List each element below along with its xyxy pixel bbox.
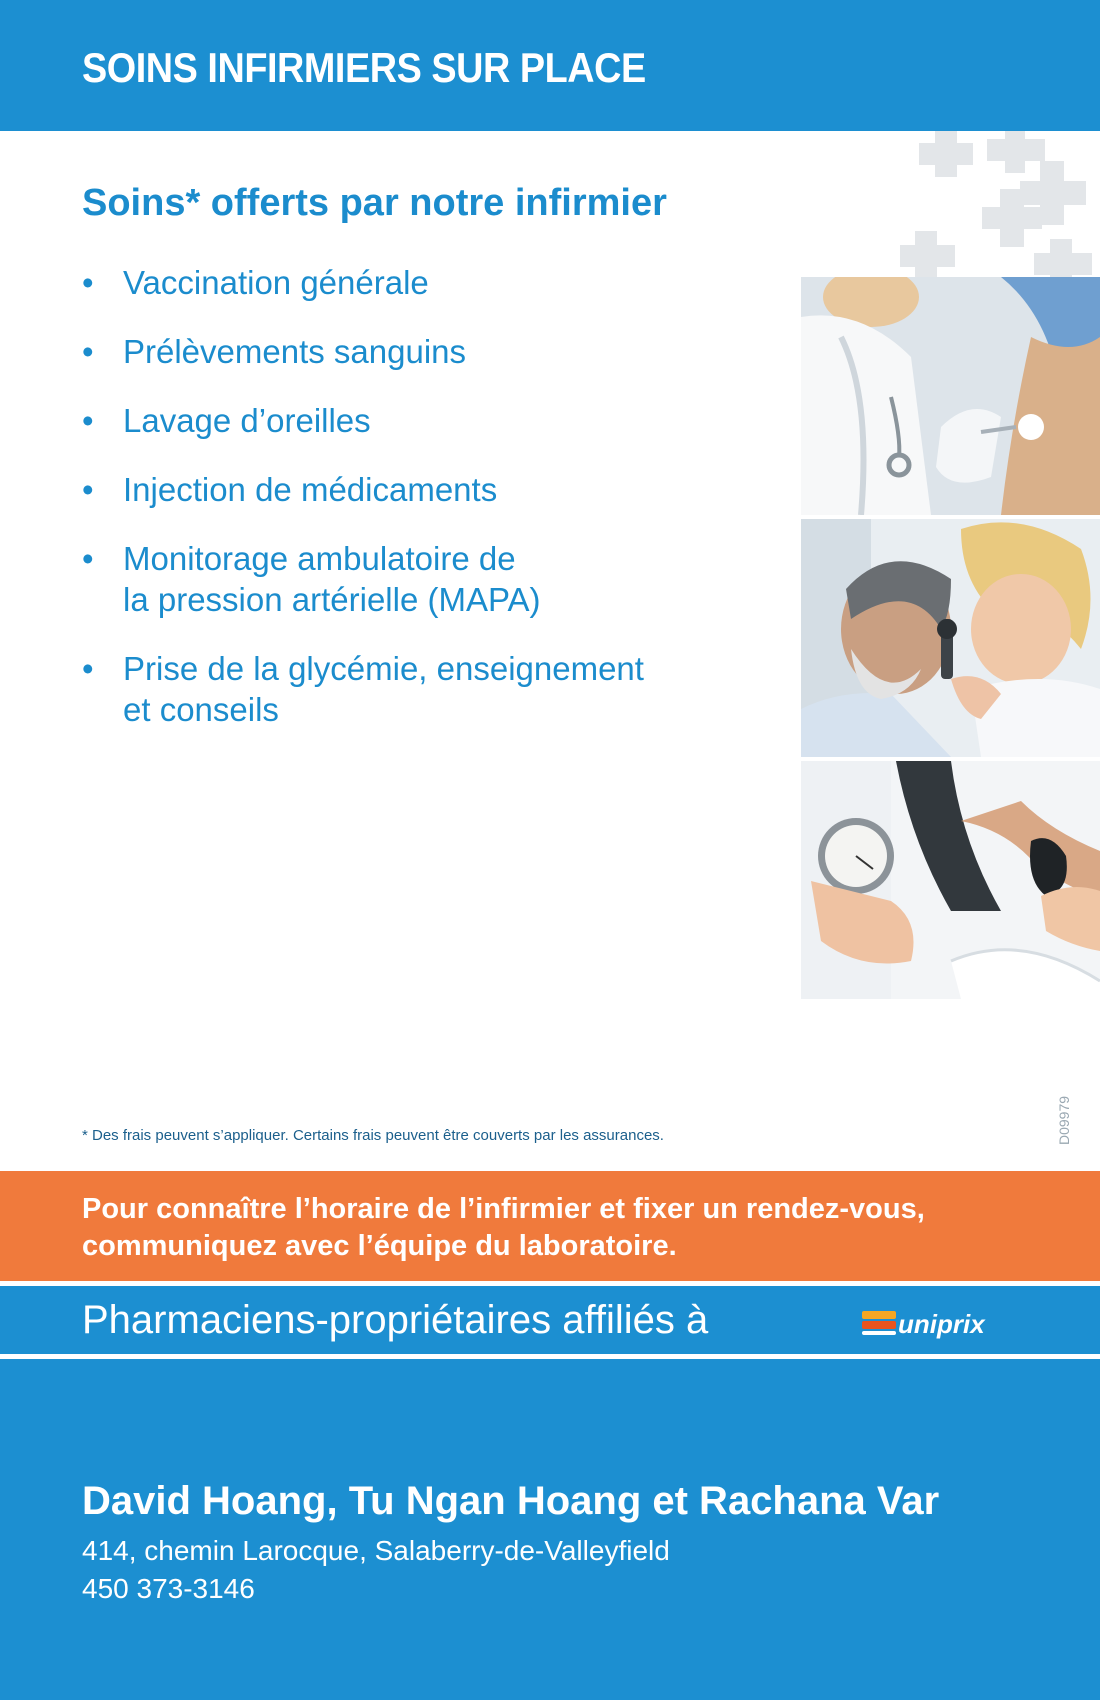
uniprix-logo (862, 1305, 1017, 1343)
vaccination-photo (801, 277, 1100, 515)
blood-pressure-photo (801, 761, 1100, 999)
list-item: • Monitorage ambulatoire de la pression artérielle (MAPA) (82, 538, 722, 620)
decorative-crosses-icon (900, 131, 1100, 281)
appointment-line-1: Pour connaître l’horaire de l’infirmier et fixer un rendez-vous, (82, 1193, 925, 1225)
affiliation-band (0, 1286, 1100, 1354)
pharmacy-phone: 450 373-3146 (82, 1573, 255, 1604)
list-item: • Vaccination générale (82, 262, 722, 303)
pharmacy-address: 414, chemin Larocque, Salaberry-de-Valleyfield (82, 1535, 670, 1566)
affiliation-text: Pharmaciens-propriétaires affiliés à (82, 1298, 709, 1342)
ear-exam-photo (801, 519, 1100, 757)
pharmacy-owners: David Hoang, Tu Ngan Hoang et Rachana Var (82, 1479, 940, 1523)
list-item: • Prélèvements sanguins (82, 331, 722, 372)
header-band (0, 0, 1100, 131)
document-code: D09979 (1056, 1095, 1072, 1145)
footnote: * Des frais peuvent s’appliquer. Certains frais peuvent être couverts par les assurances. (82, 1127, 664, 1144)
appointment-text (82, 1191, 1082, 1265)
page-title: SOINS INFIRMIERS SUR PLACE (82, 44, 646, 91)
list-item: • Injection de médicaments (82, 469, 722, 510)
appointment-band (0, 1171, 1100, 1281)
list-item: • Lavage d’oreilles (82, 400, 722, 441)
pharmacy-info (0, 1359, 1100, 1700)
services-list (82, 262, 722, 758)
services-title: Soins* offerts par notre infirmier (82, 182, 667, 224)
list-item: • Prise de la glycémie, enseignement et conseils (82, 648, 722, 730)
logo-text: uniprix (898, 1309, 985, 1339)
appointment-line-2: communiquez avec l’équipe du laboratoire. (82, 1230, 677, 1262)
